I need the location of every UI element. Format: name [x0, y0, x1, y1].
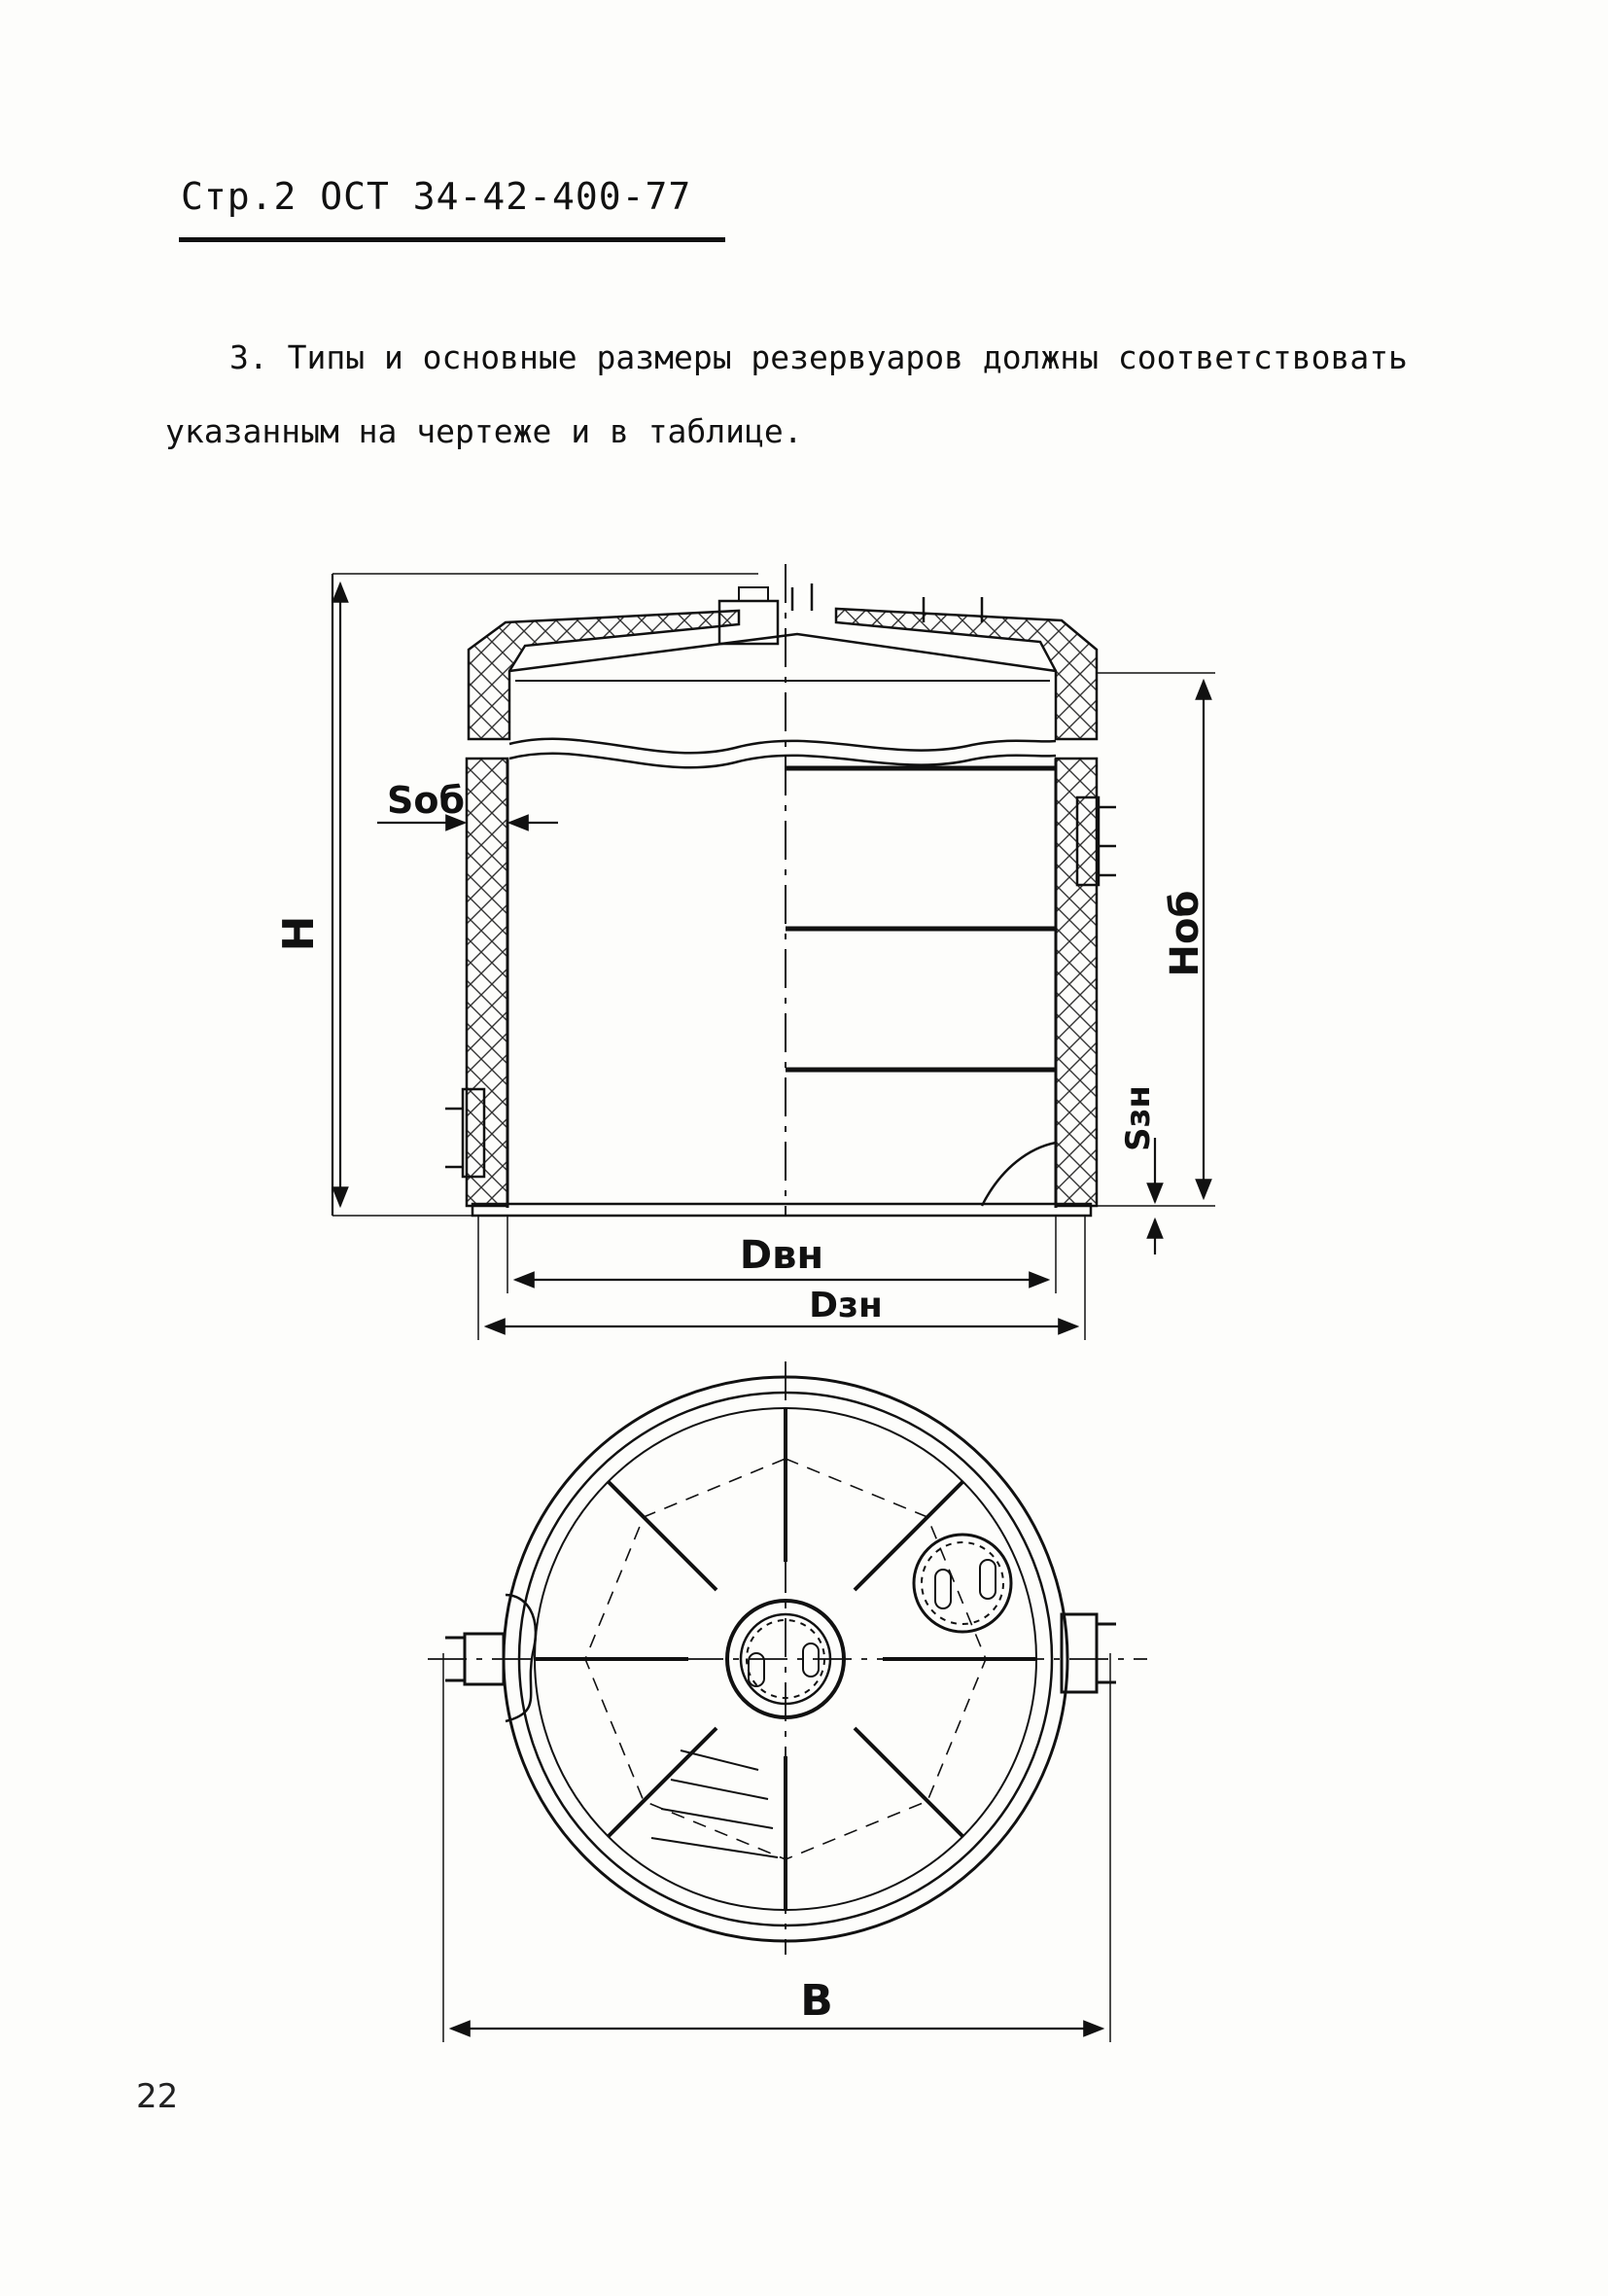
plan-view	[428, 1361, 1147, 1955]
label-B: B	[800, 1976, 833, 2026]
label-H-ob: Hоб	[1163, 890, 1207, 977]
label-D-iz: Dзн	[809, 1286, 883, 1325]
page-number: 22	[136, 2077, 179, 2116]
label-D-vn: Dвн	[739, 1233, 824, 1278]
paragraph-line-2: указанным на чертеже и в таблице.	[165, 412, 803, 450]
label-H: H	[274, 915, 324, 952]
paragraph-line-1: 3. Типы и основные размеры резервуаров должны соответствовать	[229, 338, 1408, 376]
side-elevation	[445, 564, 1116, 1216]
label-S-ob: Sоб	[387, 779, 466, 822]
page-header: Стр.2 ОСТ 34-42-400-77	[181, 175, 692, 218]
label-S-iz: Sзн	[1119, 1085, 1158, 1151]
